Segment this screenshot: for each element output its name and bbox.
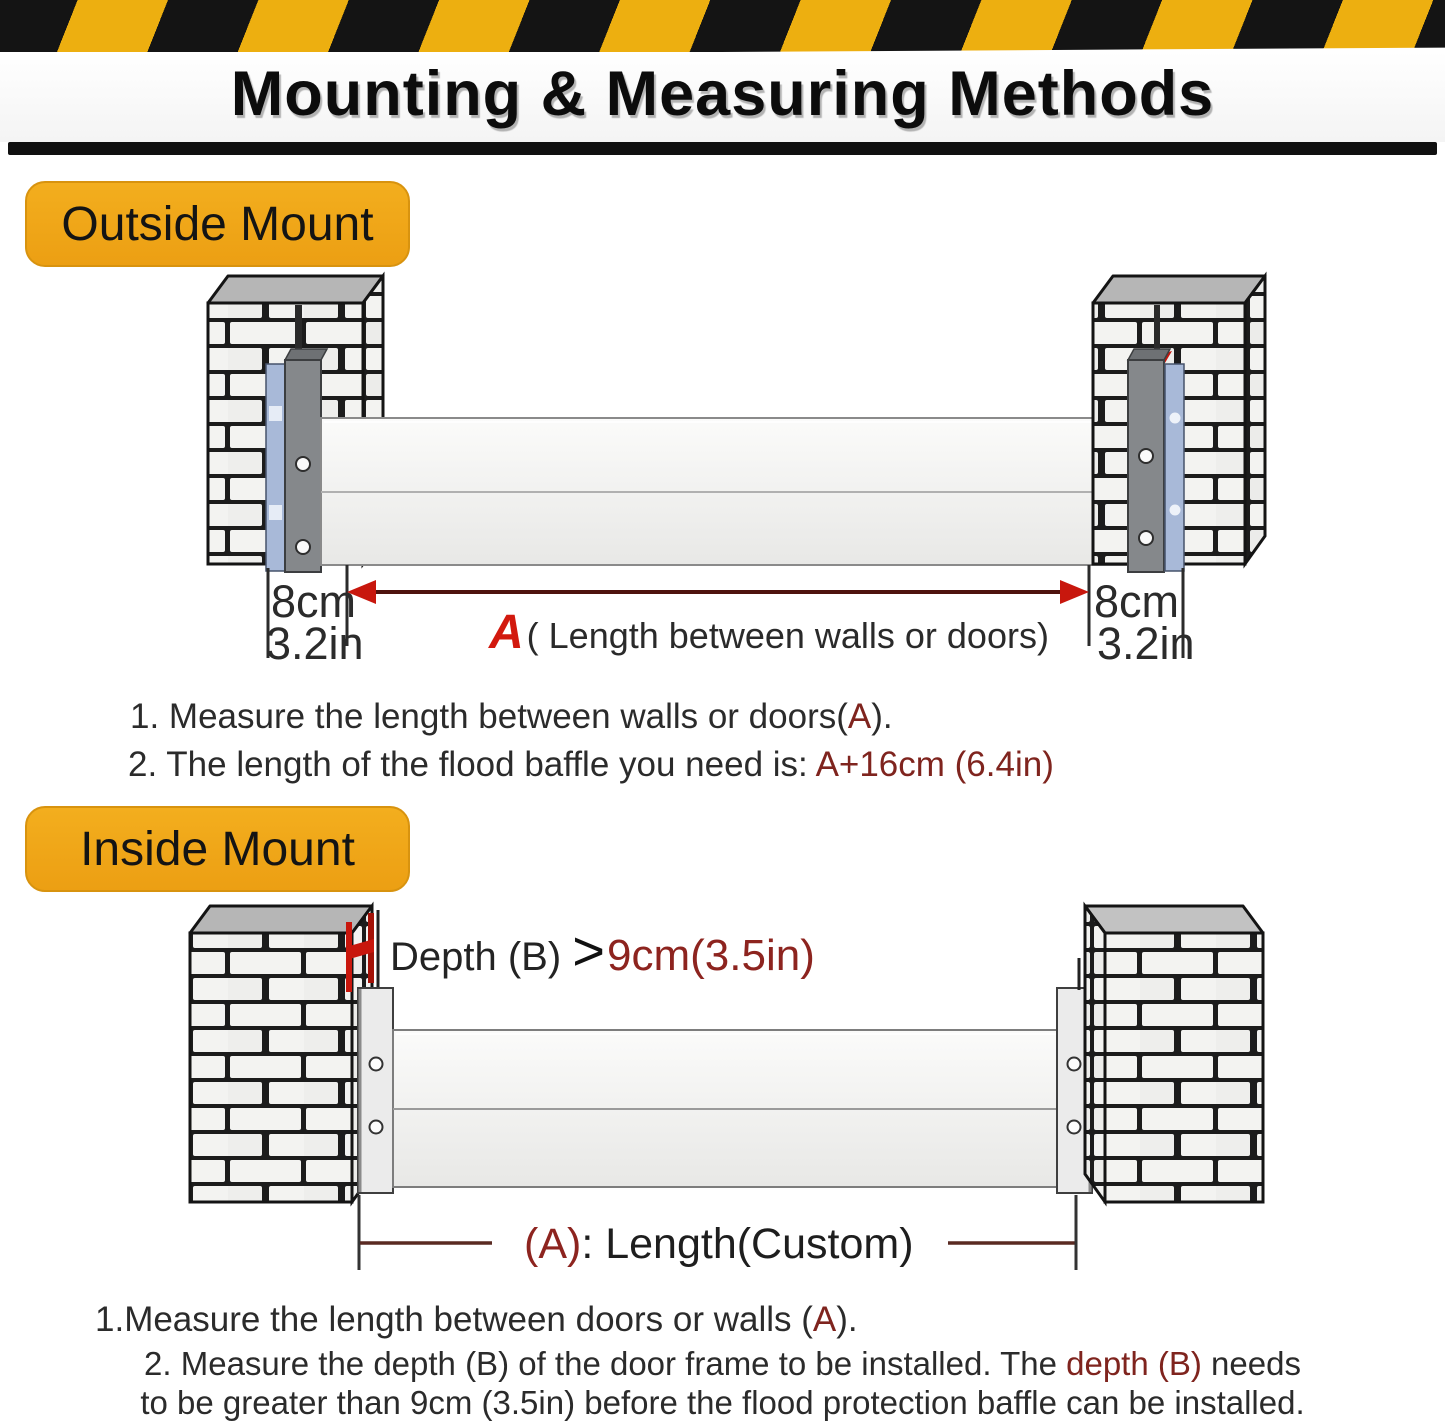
custom-length-label [524,1220,914,1268]
channel-cap [285,349,327,360]
inside-mount-badge [25,806,410,892]
screw-hole [296,540,310,554]
outside-step-1 [130,697,893,737]
depth-label [390,919,815,982]
step-emphasis: A [847,697,872,736]
left-offset-cm: 8cm [271,576,357,627]
outside-mount-badge-label: Outside Mount [61,197,374,251]
screw-hole [370,1058,383,1071]
length-label-A: (A) [524,1220,582,1268]
seal-notch [1170,413,1181,424]
seal-notch [269,406,282,421]
pillar-side-face [1245,276,1265,564]
greater-than-sign: > [572,919,605,982]
inside-right-pillar [1085,906,1263,1202]
step-text: to be greater than 9cm (3.5in) before the flood protection baffle can be installed. [140,1384,1305,1421]
screw-hole [1068,1058,1081,1071]
flood-barrier-panel [393,1030,1059,1187]
header-divider-bar [8,142,1437,155]
seal-notch [1170,505,1181,516]
inside-mount-diagram [0,898,1445,1286]
pillar-front-face [1105,933,1263,1202]
right-offset-in: 3.2in [1097,618,1195,669]
flood-barrier-panel [321,418,1137,565]
pillar-top-face [190,906,372,933]
inside-step-1 [95,1300,858,1340]
step-text: 2. The length of the flood baffle you need is: [128,745,816,784]
inside-mount-badge-label: Inside Mount [80,822,355,876]
seal-strip [266,364,285,571]
left-offset-in: 3.2in [266,618,364,669]
step-text: ). [836,1300,858,1339]
pillar-top-face [1085,906,1263,933]
step-line-2 [140,1384,1304,1421]
step-emphasis: A [812,1300,837,1339]
screw-hole [296,457,310,471]
page-title: Mounting & Measuring Methods [230,59,1215,129]
channel-bar [358,988,393,1193]
outside-right-channel [1128,349,1184,572]
length-measurement [266,565,1195,669]
right-offset-cm: 8cm [1094,576,1180,627]
length-between-walls-label [488,606,1049,659]
depth-label-value: 9cm(3.5in) [607,931,815,980]
custom-length-measurement [359,1195,1076,1270]
screw-hole [1139,449,1153,463]
length-label-text: ( Length between walls or doors) [526,615,1049,656]
step-emphasis: A+16cm (6.4in) [815,745,1054,784]
step-line-1 [144,1345,1301,1382]
seal-strip [1165,364,1184,571]
outside-mount-diagram [0,268,1445,670]
step-text: 1.Measure the length between doors or walls ( [95,1300,813,1339]
step-text: needs [1201,1345,1301,1382]
screw-hole [370,1121,383,1134]
pillar-side-face [1085,906,1105,1202]
step-emphasis: depth (B) [1066,1345,1202,1382]
inside-step-2 [0,1344,1445,1421]
pillar-top-face [1093,276,1265,303]
arrow-head-right-icon [1060,580,1089,604]
screw-hole [1068,1121,1081,1134]
length-label-text: : Length(Custom) [581,1220,914,1268]
step-text: 1. Measure the length between walls or doors( [130,697,848,736]
depth-label-text: Depth (B) [390,935,573,979]
seal-notch [269,505,282,520]
step-text: ). [871,697,893,736]
screw-hole [1139,531,1153,545]
channel-cap [1128,349,1170,360]
inside-left-pillar [190,906,372,1202]
outside-step-2 [128,745,1054,785]
pillar-top-face [208,276,383,303]
hazard-stripe-banner [0,0,1445,56]
outside-left-channel [266,349,327,572]
step-text: 2. Measure the depth (B) of the door frame to be installed. The [144,1345,1067,1382]
length-label-A: A [489,606,524,659]
outside-mount-badge [25,181,410,267]
inside-left-channel [358,988,393,1193]
pillar-front-face [190,933,352,1202]
